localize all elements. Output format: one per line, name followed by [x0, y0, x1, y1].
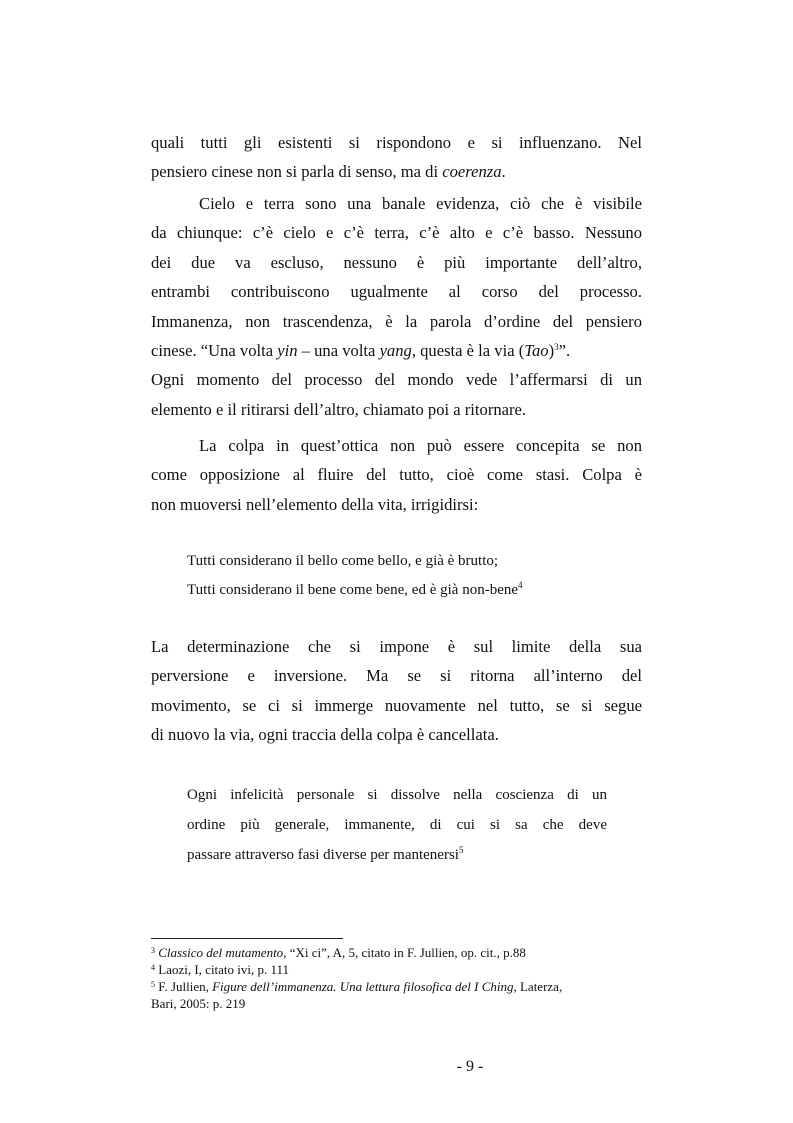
paragraph-colpa: [151, 431, 642, 519]
text-line: perversione e inversione. Ma se si ritorna all’interno del: [151, 666, 642, 686]
footnote-reference: 4: [518, 580, 523, 590]
text-line: entrambi contribuiscono ugualmente al corso del processo.: [151, 282, 642, 302]
footnote-text: Laozi, I, citato ivi, p. 111: [158, 962, 290, 977]
paragraph-cielo-terra: [151, 189, 642, 424]
text-line: [151, 336, 642, 365]
text-line: La determinazione che si impone è sul limite della sua: [151, 637, 642, 656]
italic-term: coerenza: [442, 162, 502, 182]
text-line: [151, 157, 642, 186]
footnote-reference: 5: [458, 845, 464, 855]
quote-line: Ogni infelicità personale si dissolve nella coscienza di un: [187, 787, 607, 803]
text-segment: .: [501, 162, 506, 182]
text-line: non muoversi nell’elemento della vita, irrigidirsi:: [151, 494, 479, 514]
block-quote-laozi: [187, 547, 607, 605]
text-segment: pensiero cinese non si parla di senso, ma di: [151, 162, 443, 182]
footnote-number: 3: [151, 946, 155, 955]
text-segment: cinese. “Una volta: [151, 340, 278, 360]
italic-term: yin: [277, 340, 298, 360]
quote-line: [187, 840, 607, 870]
text-line: Immanenza, non trascendenza, è la parola d’ordine del pensiero: [151, 311, 642, 331]
text-line: da chiunque: c’è cielo e c’è terra, c’è alto e c’è basso. Nessuno: [151, 223, 642, 243]
text-line: movimento, se ci si immerge nuovamente nel tutto, se si segue: [151, 695, 642, 715]
text-line: Cielo e terra sono una banale evidenza, ciò che è visibile: [199, 194, 642, 213]
footnote-title: Classico del mutamento: [158, 945, 284, 960]
text-segment: , questa è la via (: [411, 340, 525, 360]
footnote-title: Figure dell’immanenza. Una lettura filosofica del I Ching: [212, 979, 514, 994]
text-segment: Tutti considerano il bene come bene, ed è già non-bene: [187, 582, 519, 598]
text-line: elemento e il ritirarsi dell’altro, chiamato poi a ritornare.: [151, 399, 527, 419]
text-line: quali tutti gli esistenti si rispondono e si influenzano. Nel: [151, 133, 642, 152]
footnote-3: [151, 944, 642, 961]
footnote-reference: 3: [554, 341, 559, 352]
paragraph-continuation: [151, 128, 642, 187]
quote-line: ordine più generale, immanente, di cui si sa che deve: [187, 817, 607, 833]
quote-line: [187, 576, 607, 605]
text-line: come opposizione al fluire del tutto, cioè come stasi. Colpa è: [151, 465, 642, 485]
text-line: di nuovo la via, ogni traccia della colpa è cancellata.: [151, 725, 499, 745]
footnotes: [151, 944, 642, 1012]
footnote-text: F. Jullien,: [158, 979, 213, 994]
footnote-number: 5: [151, 980, 155, 989]
text-segment: ”.: [558, 340, 571, 360]
text-line: Ogni momento del processo del mondo vede l’affermarsi di un: [151, 370, 642, 390]
quote-line: Tutti considerano il bello come bello, e già è brutto;: [187, 553, 499, 569]
block-quote-jullien: [187, 780, 607, 870]
page-number: - 9 -: [456, 1058, 484, 1075]
footnote-5: [151, 978, 642, 995]
text-segment: – una volta: [297, 340, 380, 360]
footnote-5-continuation: Bari, 2005: p. 219: [151, 996, 246, 1011]
text-line: La colpa in quest’ottica non può essere concepita se non: [199, 436, 642, 455]
footnote-text: , “Xi ci”, A, 5, citato in F. Jullien, op. cit., p.88: [283, 945, 526, 960]
text-segment: ): [548, 340, 555, 360]
italic-term: yang: [379, 340, 412, 360]
italic-term: Tao: [524, 340, 549, 360]
footnote-number: 4: [151, 963, 155, 972]
footnote-separator: [151, 938, 343, 939]
footnote-text: , Laterza,: [513, 979, 563, 994]
paragraph-determinazione: [151, 632, 642, 750]
text-segment: passare attraverso fasi diverse per mantenersi: [187, 847, 459, 863]
text-line: dei due va escluso, nessuno è più importante dell’altro,: [151, 252, 642, 272]
footnote-4: [151, 961, 642, 978]
